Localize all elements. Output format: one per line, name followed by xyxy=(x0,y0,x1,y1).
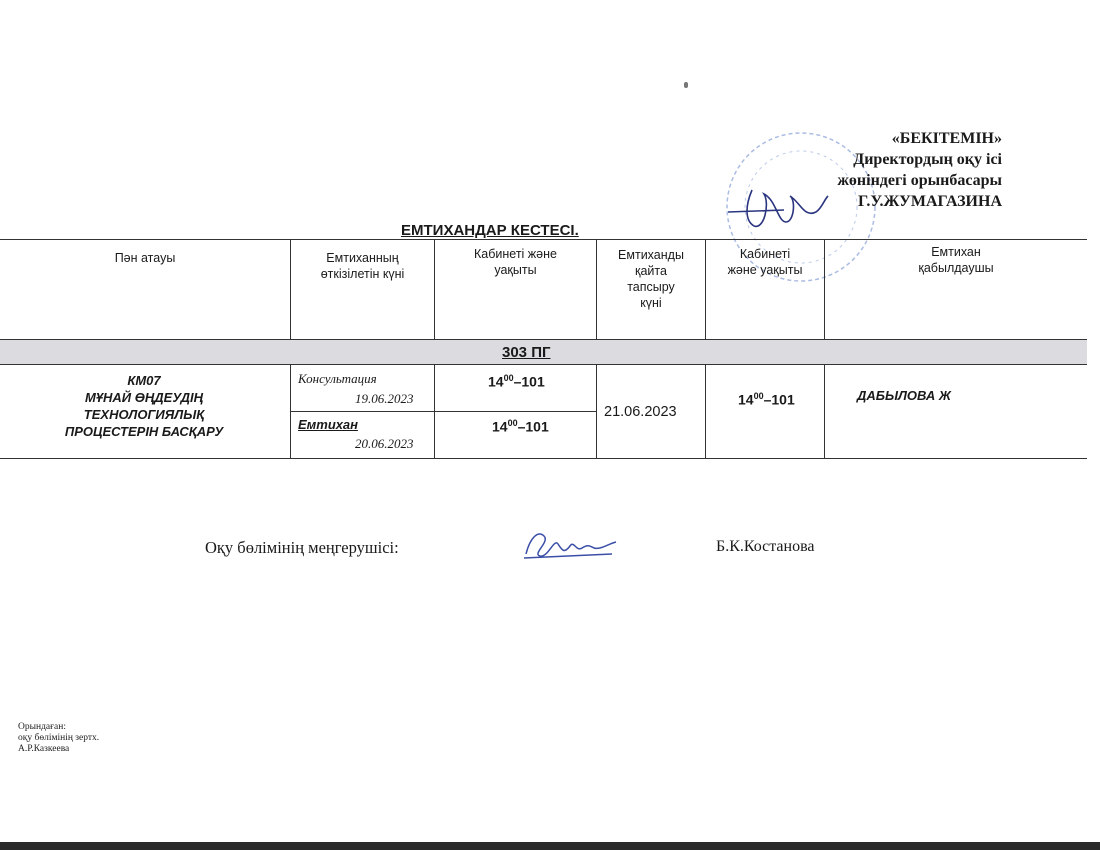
column-divider xyxy=(824,365,825,458)
header-text-line: қабылдаушы xyxy=(918,261,994,275)
consultation-date: 19.06.2023 xyxy=(355,391,414,406)
footer-name: Б.К.Костанова xyxy=(716,538,815,555)
retake-date: 21.06.2023 xyxy=(604,404,677,420)
header-exam-date xyxy=(291,250,434,282)
time-room: –101 xyxy=(763,391,795,408)
table-group-bottom xyxy=(0,364,1087,365)
approval-line: жөніндегі орынбасары xyxy=(837,172,1002,189)
header-subject-label: Пән атауы xyxy=(114,251,176,265)
table-border-bottom xyxy=(0,458,1087,459)
subject-line: ПРОЦЕСТЕРІН БАСҚАРУ xyxy=(64,424,224,439)
prepared-line: оқу бөлімінің зертх. xyxy=(18,733,100,743)
prepared-line: Орындаған: xyxy=(18,722,66,732)
column-divider xyxy=(290,365,291,458)
subject-cell xyxy=(0,372,288,440)
header-text-line: Емтиханды xyxy=(618,248,684,262)
footer-role: Оқу бөлімінің меңгерушісі: xyxy=(205,538,399,557)
approval-block xyxy=(837,128,1002,212)
table-border-top xyxy=(0,239,1087,240)
prepared-line: А.Р.Казкеева xyxy=(18,744,70,754)
header-text-line: қайта xyxy=(635,264,667,278)
approval-line: Директордың оқу ісі xyxy=(853,151,1002,168)
approval-line: Г.У.ЖУМАГАЗИНА xyxy=(858,193,1002,210)
time-minutes: 00 xyxy=(503,373,514,383)
subject-line: МҰНАЙ ӨҢДЕУДІҢ xyxy=(84,390,204,405)
header-room-time xyxy=(435,246,596,278)
header-text-line: өткізілетін күні xyxy=(320,267,405,281)
subject-line: КМ07 xyxy=(127,373,161,388)
time-hour: 14 xyxy=(738,391,754,408)
header-retake-room-time xyxy=(706,246,824,278)
footer-signature xyxy=(520,524,620,564)
approval-line: «БЕКІТЕМІН» xyxy=(891,130,1002,147)
retake-time xyxy=(738,391,795,408)
examiner-name: ДАБЫЛОВА Ж xyxy=(857,388,951,403)
consultation-time xyxy=(488,373,545,390)
header-text-line: күні xyxy=(640,296,662,310)
header-text-line: Кабинеті xyxy=(739,247,791,261)
column-divider xyxy=(824,240,825,339)
column-divider xyxy=(705,365,706,458)
header-text-line: және уақыты xyxy=(727,263,803,277)
approval-signature xyxy=(724,182,834,232)
column-divider xyxy=(434,365,435,458)
header-subject xyxy=(0,250,290,266)
exam-time xyxy=(492,418,549,435)
time-room: –101 xyxy=(517,418,549,435)
column-divider xyxy=(596,365,597,458)
time-room: –101 xyxy=(513,373,545,390)
header-text-line: Емтиханның xyxy=(326,251,399,265)
time-hour: 14 xyxy=(492,418,508,435)
header-text-line: тапсыру xyxy=(627,280,675,294)
header-text-line: уақыты xyxy=(494,263,537,277)
group-label: 303 ПГ xyxy=(502,344,551,361)
subject-line: ТЕХНОЛОГИЯЛЫҚ xyxy=(83,407,205,422)
header-text-line: Емтихан xyxy=(931,245,981,259)
time-minutes: 00 xyxy=(507,418,518,428)
exam-date: 20.06.2023 xyxy=(355,436,414,451)
header-examiner xyxy=(856,244,1056,276)
page-title: ЕМТИХАНДАР КЕСТЕСІ. xyxy=(401,222,579,239)
scan-edge-bar xyxy=(0,842,1100,850)
header-text-line: Кабинеті және xyxy=(474,247,557,261)
time-hour: 14 xyxy=(488,373,504,390)
prepared-by xyxy=(18,722,99,755)
time-minutes: 00 xyxy=(753,391,764,401)
header-retake-date xyxy=(597,247,705,311)
exam-label: Емтихан xyxy=(298,417,358,432)
scan-speck xyxy=(684,82,688,88)
table-inner-row-divider xyxy=(291,411,596,412)
consultation-label: Консультация xyxy=(298,371,377,386)
